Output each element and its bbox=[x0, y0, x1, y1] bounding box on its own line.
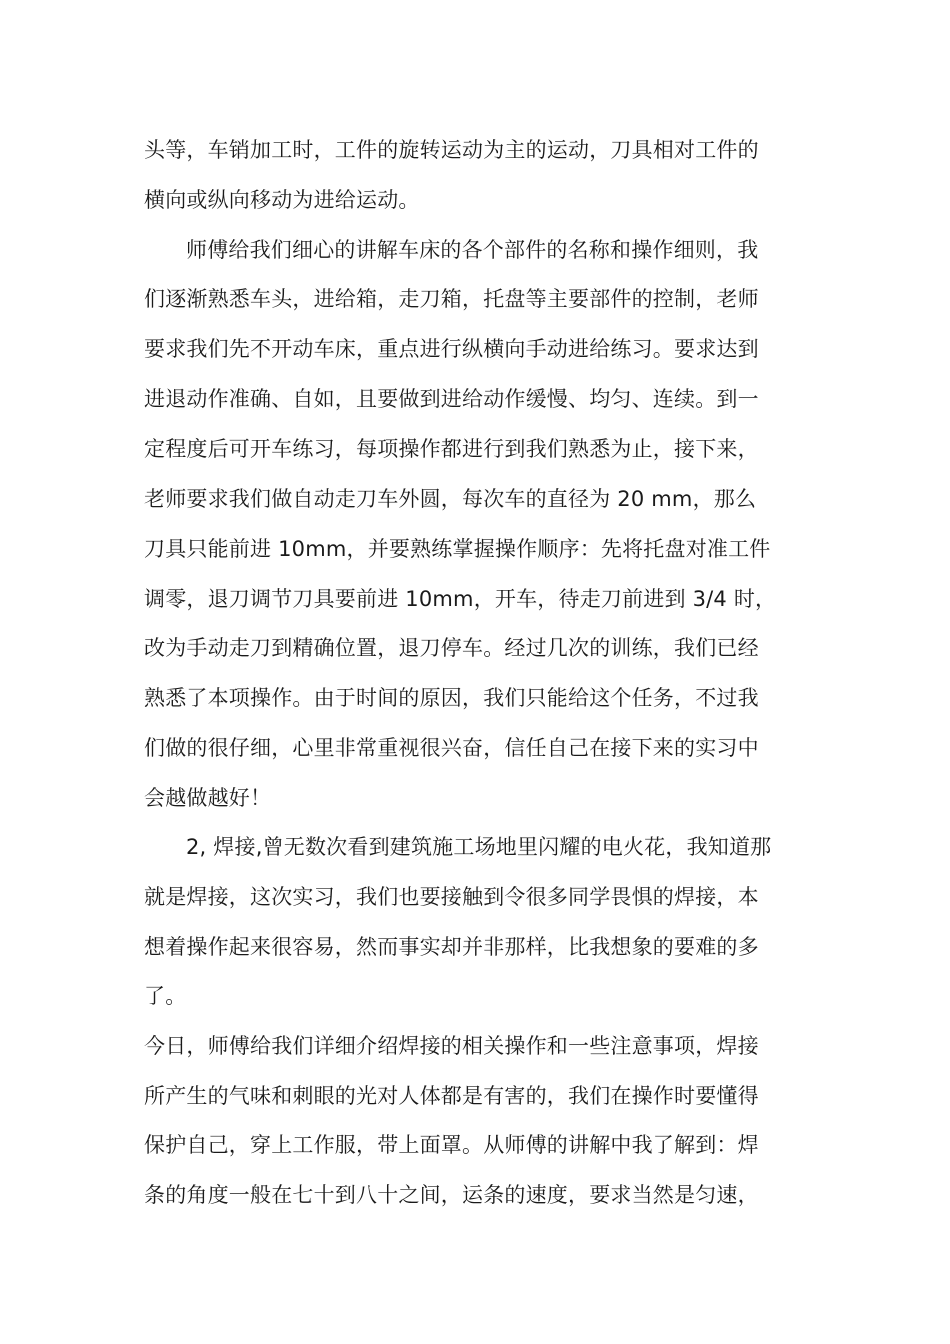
text-line: 横向或纵向移动为进给运动。 bbox=[144, 188, 420, 212]
text-line: 老师要求我们做自动走刀车外圆，每次车的直径为 20 mm，那么 bbox=[144, 487, 757, 511]
text-line: 进退动作准确、自如，且要做到进给动作缓慢、均匀、连续。到一 bbox=[144, 387, 759, 411]
text-line: 要求我们先不开动车床，重点进行纵横向手动进给练习。要求达到 bbox=[144, 337, 759, 361]
text-line: 们逐渐熟悉车头，进给箱，走刀箱，托盘等主要部件的控制，老师 bbox=[144, 287, 759, 311]
text-line: 了。 bbox=[144, 984, 187, 1008]
text-line: 头等，车销加工时，工件的旋转运动为主的运动，刀具相对工件的 bbox=[144, 138, 759, 162]
text-line: 们做的很仔细，心里非常重视很兴奋，信任自己在接下来的实习中 bbox=[144, 736, 759, 760]
text-line: 熟悉了本项操作。由于时间的原因，我们只能给这个任务，不过我 bbox=[144, 686, 759, 710]
text-line: 今日，师傅给我们详细介绍焊接的相关操作和一些注意事项，焊接 bbox=[144, 1034, 759, 1058]
text-line: 2, 焊接,曾无数次看到建筑施工场地里闪耀的电火花，我知道那 bbox=[186, 835, 772, 859]
text-line: 条的角度一般在七十到八十之间，运条的速度，要求当然是匀速， bbox=[144, 1183, 759, 1207]
text-line: 会越做越好！ bbox=[144, 786, 272, 810]
text-line: 刀具只能前进 10mm，并要熟练掌握操作顺序：先将托盘对准工件 bbox=[144, 537, 771, 561]
text-line: 保护自己，穿上工作服，带上面罩。从师傅的讲解中我了解到：焊 bbox=[144, 1133, 759, 1157]
text-line: 所产生的气味和刺眼的光对人体都是有害的，我们在操作时要懂得 bbox=[144, 1084, 759, 1108]
text-line: 想着操作起来很容易，然而事实却并非那样，比我想象的要难的多 bbox=[144, 935, 759, 959]
text-line: 调零，退刀调节刀具要前进 10mm，开车，待走刀前进到 3/4 时， bbox=[144, 587, 777, 611]
text-line: 定程度后可开车练习，每项操作都进行到我们熟悉为止，接下来， bbox=[144, 437, 759, 461]
text-line: 就是焊接，这次实习，我们也要接触到令很多同学畏惧的焊接，本 bbox=[144, 885, 759, 909]
text-line: 师傅给我们细心的讲解车床的各个部件的名称和操作细则，我 bbox=[186, 238, 759, 262]
text-line: 改为手动走刀到精确位置，退刀停车。经过几次的训练，我们已经 bbox=[144, 636, 759, 660]
